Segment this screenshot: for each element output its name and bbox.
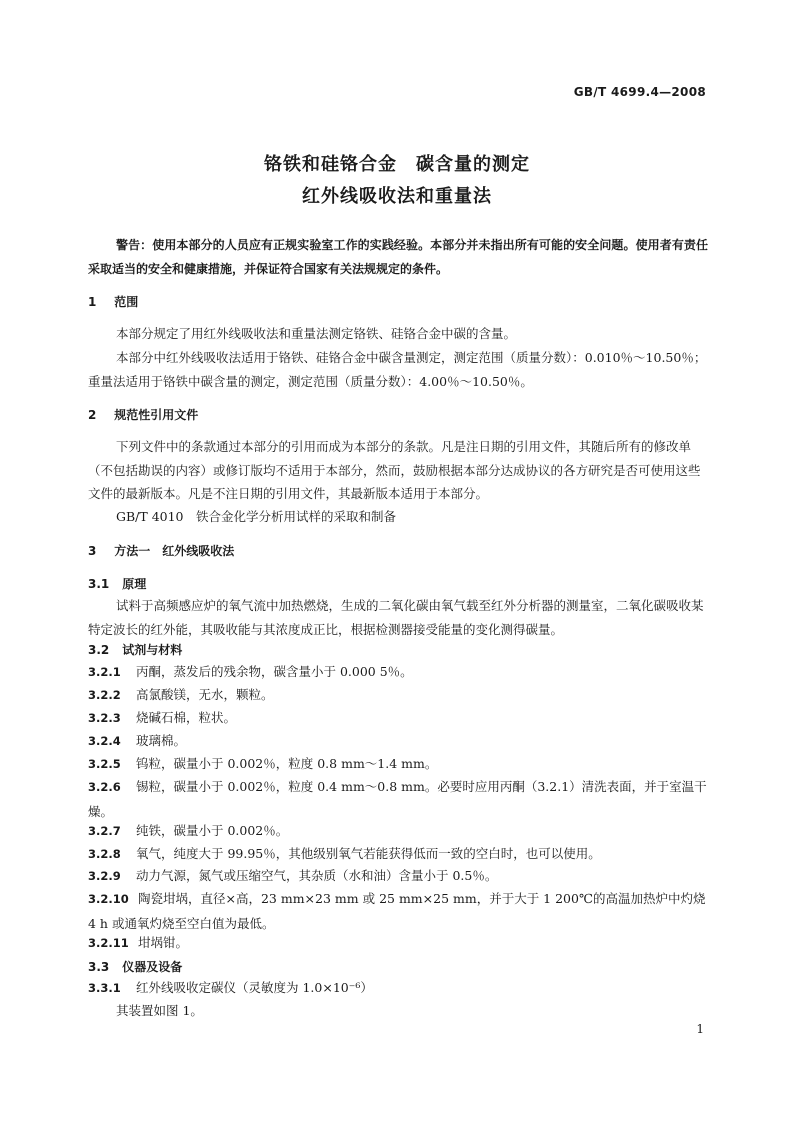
item-text: 氧气，纯度大于 99.95％，其他级别氧气若能获得低而一致的空白时，也可以使用。 (136, 846, 601, 861)
item-number: 3.2.6 (88, 780, 121, 794)
apparatus-note: 其装置如图 1。 (116, 1003, 203, 1018)
item-text: 坩埚钳。 (138, 935, 189, 950)
list-item (88, 729, 708, 754)
list-item (88, 819, 708, 844)
item-number: 3.2.9 (88, 869, 121, 883)
section-number: 3.3 (88, 960, 110, 974)
section-3-1-paragraph: 试料于高频感应炉的氧气流中加热燃烧，生成的二氧化碳由氧气载至红外分析器的测量室，二氧化碳吸收某特定波长的红外能，其吸收能与其浓度成正比，根据检测器接受能量的变化测得碳量。 (88, 598, 704, 637)
section-title: 原理 (122, 577, 147, 591)
list-item (88, 976, 708, 1001)
document-title-line1: 铬铁和硅铬合金 碳含量的测定 (264, 154, 530, 175)
item-text: 陶瓷坩埚，直径×高，23 mm×23 mm 或 25 mm×25 mm，并于大于 1 200℃的高温加热炉中灼烧 4 h 或通氧灼烧至空白值为最低。 (88, 891, 706, 931)
item-number: 3.3.1 (88, 981, 121, 995)
section-2-heading (88, 406, 198, 423)
section-1-heading (88, 293, 138, 310)
list-item (88, 683, 708, 708)
section-3-3-heading (88, 958, 182, 975)
list-item (88, 706, 708, 731)
item-text: 动力气源，氮气或压缩空气，其杂质（水和油）含量小于 0.5％。 (136, 868, 498, 883)
item-number: 3.2.8 (88, 847, 121, 861)
list-item (88, 842, 708, 867)
item-number: 3.2.7 (88, 824, 121, 838)
list-item (88, 887, 708, 935)
item-text: 纯铁，碳量小于 0.002％。 (136, 823, 289, 838)
section-2-paragraph: 下列文件中的条款通过本部分的引用而成为本部分的条款。凡是注日期的引用文件，其随后所有的修改单（不包括勘误的内容）或修订版均不适用于本部分，然而，鼓励根据本部分达成协议的各方研究是否可使用这些文件的最新版本。凡是不注日期的引用文件，其最新版本适用于本部分。 (88, 439, 701, 501)
section-number: 1 (88, 295, 97, 309)
item-number: 3.2.3 (88, 711, 121, 725)
section-1-paragraph-2: 本部分中红外线吸收法适用于铬铁、硅铬合金中碳含量测定，测定范围（质量分数）：0.010％～10.50％；重量法适用于铬铁中碳含量的测定，测定范围（质量分数）：4.00％～10.50％。 (88, 350, 707, 389)
section-3-1-heading (88, 575, 146, 592)
section-3-heading (88, 542, 234, 559)
item-number: 3.2.5 (88, 757, 121, 771)
item-text: 丙酮，蒸发后的残余物，碳含量小于 0.000 5％。 (136, 664, 413, 679)
section-number: 3.1 (88, 577, 110, 591)
standard-number: GB/T 4699.4—2008 (573, 85, 706, 99)
warning-paragraph: 警告：使用本部分的人员应有正规实验室工作的实践经验。本部分并未指出所有可能的安全问题。使用者有责任采取适当的安全和健康措施，并保证符合国家有关法规规定的条件。 (88, 238, 708, 276)
item-text: 红外线吸收定碳仪（灵敏度为 1.0×10⁻⁶） (136, 980, 373, 995)
normative-reference: GB/T 4010 铁合金化学分析用试样的采取和制备 (116, 509, 397, 524)
section-title: 规范性引用文件 (114, 408, 199, 422)
item-number: 3.2.4 (88, 734, 121, 748)
list-item (88, 660, 708, 685)
section-1-paragraph-1: 本部分规定了用红外线吸收法和重量法测定铬铁、硅铬合金中碳的含量。 (116, 326, 517, 341)
section-title: 试剂与材料 (122, 643, 183, 657)
list-item (88, 864, 708, 889)
item-text: 高氯酸镁，无水，颗粒。 (136, 687, 274, 702)
item-number: 3.2.10 (88, 892, 129, 906)
list-item (88, 752, 708, 777)
item-text: 钨粒，碳量小于 0.002％，粒度 0.8 mm～1.4 mm。 (136, 756, 438, 771)
item-text: 玻璃棉。 (136, 733, 187, 748)
item-text: 烧碱石棉，粒状。 (136, 710, 237, 725)
item-number: 3.2.1 (88, 665, 121, 679)
list-item (88, 775, 708, 823)
item-text: 锡粒，碳量小于 0.002％，粒度 0.4 mm～0.8 mm。必要时应用丙酮（3.2.1）清洗表面，并于室温干燥。 (88, 779, 707, 819)
document-title-line2: 红外线吸收法和重量法 (302, 186, 492, 207)
section-title: 方法一 红外线吸收法 (114, 544, 235, 558)
item-number: 3.2.2 (88, 688, 121, 702)
section-number: 3.2 (88, 643, 110, 657)
section-number: 2 (88, 408, 97, 422)
section-3-2-heading (88, 641, 182, 658)
section-number: 3 (88, 544, 97, 558)
page-number: 1 (696, 1022, 704, 1036)
item-number: 3.2.11 (88, 936, 129, 950)
section-title: 范围 (114, 295, 139, 309)
section-title: 仪器及设备 (122, 960, 183, 974)
list-item (88, 931, 708, 956)
